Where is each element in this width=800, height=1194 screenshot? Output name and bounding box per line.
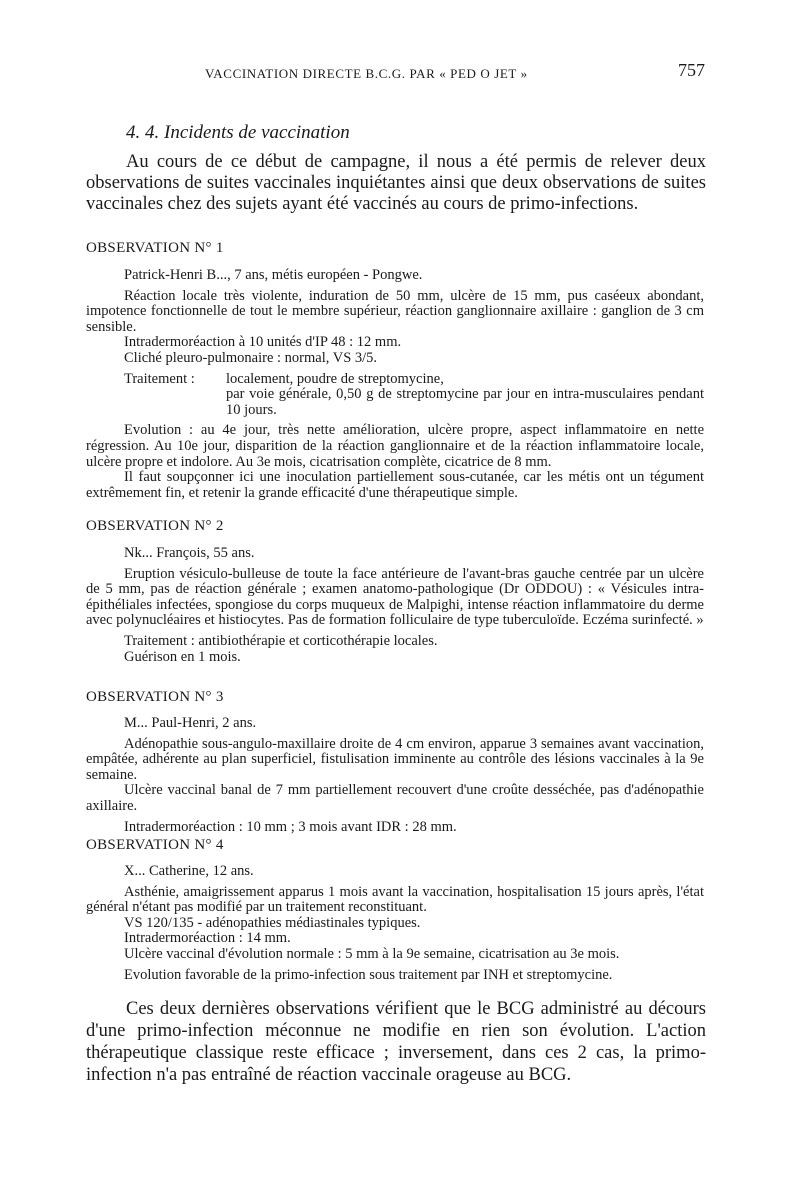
obs4-vs: VS 120/135 - adénopathies médiastinales typiques. (124, 914, 421, 931)
obs1-patient: Patrick-Henri B..., 7 ans, métis européen - Pongwe. (124, 267, 423, 283)
obs2-body (86, 546, 704, 665)
obs4-evolution: Evolution favorable de la primo-infection sous traitement par INH et streptomycine. (124, 966, 613, 983)
obs2-eruption: Eruption vésiculo-bulleuse de toute la face antérieure de l'avant-bras gauche centrée par un ulcère de 5 mm, pas de réaction générale ; examen anatomo-pathologique (Dr ODDOU) : « Vésicules intra-épithéliales infectées, spongiose du corps muqueux de Malpighi, intense réaction inflammatoire du derme avec polynucléaires et histiocytes. Pas de formation folliculaire de type tuberculoïde. Eczéma surinfecté. » (86, 565, 704, 629)
obs4-ulcere: Ulcère vaccinal d'évolution normale : 5 mm à la 9e semaine, cicatrisation au 3e mois. (124, 945, 620, 962)
obs2-guerison: Guérison en 1 mois. (124, 648, 241, 665)
running-header (205, 60, 705, 82)
obs1-traitement-local: localement, poudre de streptomycine, (226, 370, 444, 387)
intro-paragraph: Au cours de ce début de campagne, il nous a été permis de relever deux observations de suites vaccinales inquiétantes ainsi que deux observations de suites vaccinales chez des sujets ayant été vaccinés au cours de primo-infections. (86, 152, 706, 214)
conclusion-paragraph: Ces deux dernières observations vérifient que le BCG administré au décours d'une primo-infection méconnue ne modifie en rien son évolution. L'action thérapeutique classique reste efficace ; inversement, dans ces 2 cas, la primo-infection n'a pas entraîné de réaction vaccinale orageuse au BCG. (86, 999, 706, 1085)
obs2-traitement: Traitement : antibiothérapie et corticothérapie locales. (124, 632, 438, 649)
running-title: VACCINATION DIRECTE B.C.G. PAR « PED O JET » (205, 66, 528, 81)
obs1-comment: Il faut soupçonner ici une inoculation partiellement sous-cutanée, car les métis ont un tégument extrêmement fin, et retenir la grande efficacité d'une thérapeutique simple. (86, 469, 704, 501)
obs1-traitement-general: par voie générale, 0,50 g de streptomycine par jour en intra-musculaires pendant 10 jours. (226, 386, 704, 418)
obs2-heading: OBSERVATION N° 2 (86, 518, 224, 534)
obs3-patient: M... Paul-Henri, 2 ans. (124, 715, 257, 731)
obs4-asthenie: Asthénie, amaigrissement apparus 1 mois avant la vaccination, hospitalisation 15 jours après, l'état général n'étant pas modifié par un traitement reconstituant. (86, 883, 704, 916)
obs3-heading: OBSERVATION N° 3 (86, 689, 224, 705)
obs4-idr: Intradermoréaction : 14 mm. (124, 930, 291, 947)
obs2-patient: Nk... François, 55 ans. (124, 545, 255, 561)
obs3-body (86, 716, 704, 835)
obs4-body (86, 864, 704, 983)
obs1-traitement-label: Traitement : (124, 370, 195, 387)
obs1-body (86, 268, 704, 501)
obs3-adenopathie: Adénopathie sous-angulo-maxillaire droite de 4 cm environ, apparue 3 semaines avant vaccination, empâtée, adhérente au plan superficiel, fistulisation imminente au contrôle des lésions vaccinales à la 9e semaine. (86, 735, 704, 783)
page-number: 757 (678, 60, 705, 80)
obs1-idr: Intradermoréaction à 10 unités d'IP 48 : 12 mm. (124, 334, 402, 351)
obs4-patient: X... Catherine, 12 ans. (124, 863, 254, 879)
obs1-heading: OBSERVATION N° 1 (86, 240, 224, 256)
obs3-idr: Intradermoréaction : 10 mm ; 3 mois avant IDR : 28 mm. (124, 818, 457, 835)
section-intro (86, 152, 706, 215)
obs3-ulcere: Ulcère vaccinal banal de 7 mm partiellement recouvert d'une croûte desséchée, pas d'adénopathie axillaire. (86, 782, 704, 814)
obs1-traitement (86, 372, 704, 388)
obs1-reaction: Réaction locale très violente, induration de 50 mm, ulcère de 15 mm, pus caséeux abondant, impotence fonctionnelle de tout le membre supérieur, réaction ganglionnaire axillaire : ganglion de 3 cm sensible. (86, 287, 704, 335)
conclusion (86, 998, 706, 1086)
obs1-evolution: Evolution : au 4e jour, très nette amélioration, ulcère propre, aspect inflammatoire en nette régression. Au 10e jour, disparition de la réaction ganglionnaire et de la réaction inflammatoire locale, ulcère propre et indolore. Au 3e mois, cicatrisation complète, cicatrice de 8 mm. (86, 422, 704, 470)
obs1-cliche: Cliché pleuro-pulmonaire : normal, VS 3/5. (124, 349, 378, 366)
obs4-heading: OBSERVATION N° 4 (86, 837, 224, 853)
section-title: 4. 4. Incidents de vaccination (126, 122, 350, 143)
